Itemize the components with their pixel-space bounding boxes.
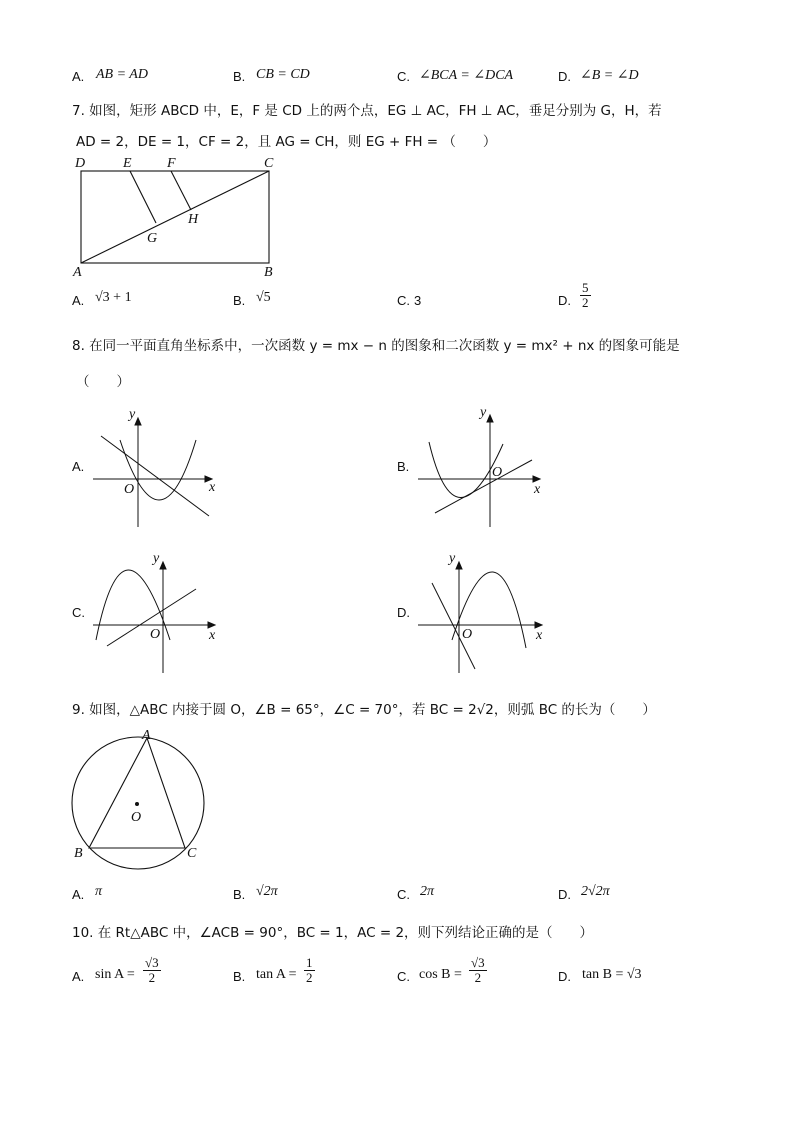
q10-option-b-pre: tan A = [256, 967, 297, 982]
label-a: A [73, 265, 82, 280]
q6-option-d-letter: D. [558, 69, 571, 84]
q9-option-c-letter: C. [397, 887, 410, 902]
q10-option-b-letter: B. [233, 969, 246, 984]
q9-stem-line1: 9. 如图，△ABC 内接于圆 O，∠B = 65°，∠C = 70°，若 BC = 2√2，则弧 BC 的长为（ ） [72, 702, 656, 718]
q9-option-c-text: 2π [420, 884, 435, 899]
q7-option-a-text: √3 + 1 [95, 290, 132, 305]
q8-stem-line2: （ ） [76, 374, 130, 390]
center-point [135, 802, 139, 806]
q10-option-c-pre: cos B = [419, 967, 462, 982]
q7-option-b-letter: B. [233, 293, 246, 308]
q6-option-c-text: ∠BCA = ∠DCA [419, 68, 514, 83]
q10-option-b-denominator: 2 [306, 970, 313, 986]
q10-option-c-letter: C. [397, 969, 410, 984]
label-h: H [188, 212, 199, 227]
q6-option-a-text: AB = AD [96, 67, 148, 82]
origin-label: O [462, 627, 473, 642]
label-b: B [74, 846, 83, 861]
q10-option-d-text: tan B = √3 [582, 967, 642, 982]
x-label: x [536, 628, 543, 643]
q9-option-b-text: √2π [256, 884, 278, 899]
q7-option-d-letter: D. [558, 293, 571, 308]
q6-option-b-text: CB = CD [256, 67, 310, 82]
q9-option-a-letter: A. [72, 887, 85, 902]
label-c: C [264, 156, 274, 171]
q10-option-c-numerator: √3 [471, 955, 485, 970]
x-label: x [534, 482, 541, 497]
q7-option-d-denominator: 2 [582, 295, 589, 311]
q10-option-b-numerator: 1 [306, 955, 313, 970]
q8-graph-a-letter: A. [72, 459, 85, 474]
label-g: G [147, 231, 158, 246]
q10-option-a-numerator: √3 [145, 955, 159, 970]
q7-option-c-text: 3 [414, 293, 422, 308]
q10-stem-line1: 10. 在 Rt△ABC 中，∠ACB = 90°，BC = 1，AC = 2，则下列结论正确的是（ ） [72, 925, 594, 941]
q8-stem-line1: 8. 在同一平面直角坐标系中，一次函数 y = mx − n 的图象和二次函数 y = mx² + nx 的图象可能是 [72, 338, 680, 354]
q10-option-a-denominator: 2 [148, 970, 156, 986]
q7-stem-line1: 7. 如图，矩形 ABCD 中，E，F 是 CD 上的两个点，EG ⊥ AC，FH ⊥ AC，垂足分别为 G，H，若 [72, 103, 662, 119]
triangle-abc [89, 738, 185, 848]
y-label: y [153, 551, 160, 566]
label-o: O [131, 810, 142, 825]
q10-option-c-fraction [469, 956, 487, 986]
label-d: D [75, 156, 86, 171]
label-a: A [142, 728, 151, 743]
q6-option-a-letter: A. [72, 69, 85, 84]
y-label: y [129, 407, 136, 422]
q6-option-b-letter: B. [233, 69, 246, 84]
label-b: B [264, 265, 273, 280]
q10-option-a-letter: A. [72, 969, 85, 984]
q9-option-b-letter: B. [233, 887, 246, 902]
q10-option-d-letter: D. [558, 969, 571, 984]
q9-option-a-text: π [95, 884, 103, 899]
origin-label: O [124, 482, 135, 497]
q7-option-b-text: √5 [256, 290, 271, 305]
q7-option-c-letter: C. [397, 293, 410, 308]
q10-option-a-fraction [143, 956, 161, 986]
label-f: F [167, 156, 176, 171]
q6-option-d-text: ∠B = ∠D [580, 68, 639, 83]
q8-graph-c-letter: C. [72, 605, 85, 620]
q10-option-b-fraction [304, 956, 315, 986]
q10-option-c-denominator: 2 [474, 970, 482, 986]
origin-label: O [150, 627, 161, 642]
q7-stem-line2: AD = 2，DE = 1，CF = 2，且 AG = CH，则 EG + FH = （ ） [76, 134, 497, 150]
y-label: y [480, 405, 487, 420]
q7-option-d-numerator: 5 [582, 280, 589, 295]
x-label: x [209, 628, 216, 643]
q7-option-a-letter: A. [72, 293, 85, 308]
label-e: E [123, 156, 132, 171]
x-label: x [209, 480, 216, 495]
q9-option-d-text: 2√2π [581, 884, 610, 899]
q9-option-d-letter: D. [558, 887, 571, 902]
label-c: C [187, 846, 197, 861]
q8-graph-b-letter: B. [397, 459, 410, 474]
y-label: y [449, 551, 456, 566]
q10-option-a-pre: sin A = [95, 967, 135, 982]
q8-graph-d-letter: D. [397, 605, 410, 620]
origin-label: O [492, 465, 503, 480]
q6-option-c-letter: C. [397, 69, 410, 84]
